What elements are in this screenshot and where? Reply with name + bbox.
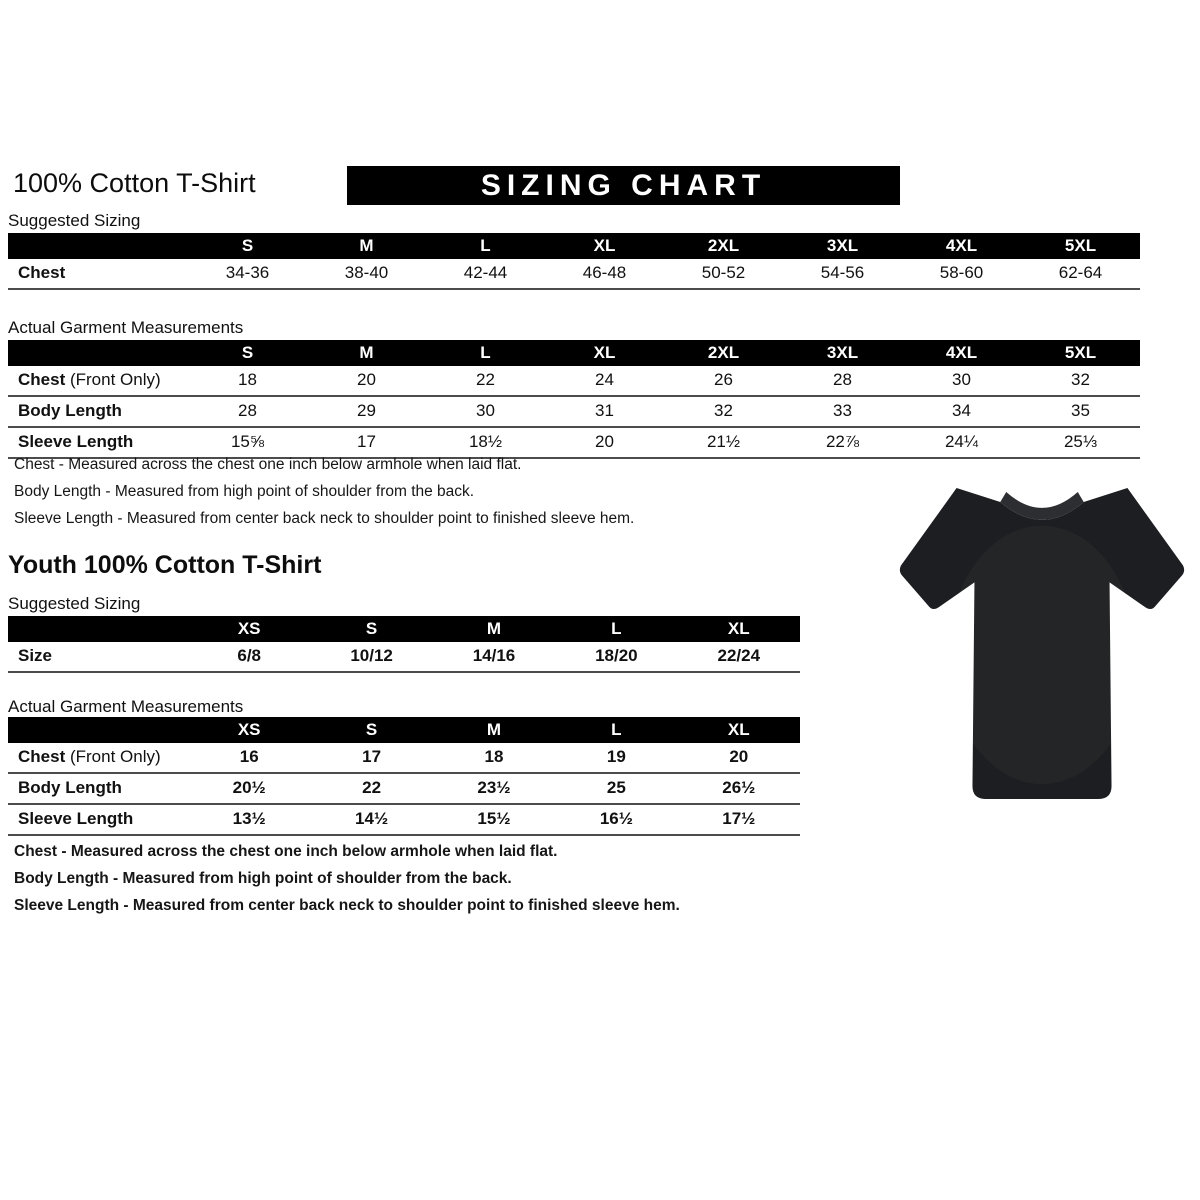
row-label-text: Sleeve Length (18, 432, 134, 451)
measurement-value-cell: 35 (1021, 396, 1140, 427)
row-label-cell (8, 259, 188, 289)
measurement-row (8, 743, 800, 773)
measurement-value-cell: 25⅓ (1021, 427, 1140, 458)
measurement-value-cell: 18½ (426, 427, 545, 458)
adult-suggested-sizing-table (8, 233, 1140, 290)
measurement-value-cell: 17 (307, 427, 426, 458)
measurement-value-cell: 32 (664, 396, 783, 427)
measurement-value-cell: 20½ (188, 773, 310, 804)
measurement-value-cell: 20 (545, 427, 664, 458)
size-header-cell: S (188, 233, 307, 259)
measurement-value-cell: 22 (310, 773, 432, 804)
measurement-value-cell: 24 (545, 366, 664, 396)
measurement-value-cell: 18 (433, 743, 555, 773)
size-header-cell: M (433, 717, 555, 743)
measurement-value-cell: 28 (188, 396, 307, 427)
youth-suggested-sizing-label: Suggested Sizing (8, 594, 141, 613)
size-header-cell: S (310, 616, 432, 642)
size-header-cell: 2XL (664, 340, 783, 366)
measurement-value-cell: 21½ (664, 427, 783, 458)
measurement-row (8, 259, 1140, 289)
row-label-text: Chest (18, 370, 66, 389)
youth-garment-measurements-label: Actual Garment Measurements (8, 697, 244, 716)
measurement-value-cell: 38-40 (307, 259, 426, 289)
size-header-cell: XS (188, 616, 310, 642)
note-chest: Chest - Measured across the chest one inch below armhole when laid flat. (14, 843, 558, 860)
measurement-row (8, 427, 1140, 458)
measurement-value-cell: 54-56 (783, 259, 902, 289)
measurement-value-cell: 46-48 (545, 259, 664, 289)
row-label-cell (8, 804, 188, 835)
row-label-cell (8, 743, 188, 773)
measurement-value-cell: 25 (555, 773, 677, 804)
youth-suggested-sizing-table (8, 616, 800, 673)
measurement-value-cell: 13½ (188, 804, 310, 835)
measurement-value-cell: 18/20 (555, 642, 677, 672)
header-spacer-cell (8, 233, 188, 259)
youth-garment-measurements-table (8, 717, 800, 836)
size-header-cell: 2XL (664, 233, 783, 259)
size-header-cell: 3XL (783, 233, 902, 259)
measurement-value-cell: 20 (678, 743, 800, 773)
size-header-row (8, 717, 800, 743)
adult-measurement-notes (14, 456, 634, 537)
measurement-value-cell: 34 (902, 396, 1021, 427)
size-header-cell: S (188, 340, 307, 366)
size-header-cell: XL (545, 233, 664, 259)
black-tshirt-graphic (893, 470, 1191, 820)
row-label-cell (8, 396, 188, 427)
measurement-value-cell: 26½ (678, 773, 800, 804)
size-header-cell: 4XL (902, 233, 1021, 259)
measurement-row (8, 773, 800, 804)
measurement-value-cell: 6/8 (188, 642, 310, 672)
row-label-suffix: (Front Only) (65, 747, 161, 766)
size-header-cell: L (426, 340, 545, 366)
size-header-cell: M (307, 340, 426, 366)
measurement-value-cell: 28 (783, 366, 902, 396)
size-header-row (8, 616, 800, 642)
measurement-value-cell: 16½ (555, 804, 677, 835)
measurement-value-cell: 50-52 (664, 259, 783, 289)
measurement-value-cell: 17 (310, 743, 432, 773)
youth-measurement-notes (14, 843, 680, 924)
measurement-value-cell: 30 (426, 396, 545, 427)
measurement-row (8, 804, 800, 835)
tshirt-product-photo (893, 470, 1191, 820)
size-header-row (8, 340, 1140, 366)
adult-garment-measurements-table (8, 340, 1140, 459)
measurement-value-cell: 15⅝ (188, 427, 307, 458)
measurement-value-cell: 22⅞ (783, 427, 902, 458)
measurement-value-cell: 30 (902, 366, 1021, 396)
row-label-text: Sleeve Length (18, 809, 134, 828)
measurement-value-cell: 23½ (433, 773, 555, 804)
note-sleeve-length: Sleeve Length - Measured from center back neck to shoulder point to finished sleeve hem. (14, 897, 680, 914)
measurement-value-cell: 34-36 (188, 259, 307, 289)
row-label-text: Chest (18, 263, 66, 282)
note-body-length: Body Length - Measured from high point of shoulder from the back. (14, 870, 512, 887)
measurement-value-cell: 22 (426, 366, 545, 396)
size-header-cell: L (555, 717, 677, 743)
sizing-chart-banner (347, 166, 900, 205)
row-label-text: Size (18, 646, 53, 665)
note-body-length: Body Length - Measured from high point of shoulder from the back. (14, 483, 475, 500)
size-header-cell: S (310, 717, 432, 743)
size-header-cell: M (433, 616, 555, 642)
size-header-cell: M (307, 233, 426, 259)
measurement-value-cell: 10/12 (310, 642, 432, 672)
youth-section-title: Youth 100% Cotton T-Shirt (8, 551, 322, 579)
row-label-cell (8, 427, 188, 458)
measurement-value-cell: 15½ (433, 804, 555, 835)
measurement-value-cell: 19 (555, 743, 677, 773)
measurement-value-cell: 14½ (310, 804, 432, 835)
tshirt-highlight (948, 526, 1137, 784)
note-chest: Chest - Measured across the chest one inch below armhole when laid flat. (14, 456, 522, 473)
header-spacer-cell (8, 340, 188, 366)
banner-text: SIZING CHART (480, 168, 767, 202)
row-label-text: Chest (18, 747, 66, 766)
size-header-row (8, 233, 1140, 259)
measurement-value-cell: 22/24 (678, 642, 800, 672)
measurement-value-cell: 29 (307, 396, 426, 427)
size-header-cell: 3XL (783, 340, 902, 366)
size-header-cell: XL (545, 340, 664, 366)
measurement-value-cell: 32 (1021, 366, 1140, 396)
adult-garment-measurements-label: Actual Garment Measurements (8, 318, 244, 337)
measurement-value-cell: 33 (783, 396, 902, 427)
measurement-value-cell: 62-64 (1021, 259, 1140, 289)
measurement-row (8, 642, 800, 672)
row-label-cell (8, 366, 188, 396)
measurement-value-cell: 58-60 (902, 259, 1021, 289)
measurement-row (8, 366, 1140, 396)
measurement-value-cell: 31 (545, 396, 664, 427)
size-header-cell: L (555, 616, 677, 642)
measurement-value-cell: 26 (664, 366, 783, 396)
row-label-text: Body Length (18, 401, 122, 420)
row-label-cell (8, 773, 188, 804)
measurement-value-cell: 42-44 (426, 259, 545, 289)
size-header-cell: XL (678, 616, 800, 642)
size-header-cell: XL (678, 717, 800, 743)
measurement-value-cell: 14/16 (433, 642, 555, 672)
row-label-text: Body Length (18, 778, 122, 797)
note-sleeve-length: Sleeve Length - Measured from center back neck to shoulder point to finished sleeve hem. (14, 510, 635, 527)
measurement-row (8, 396, 1140, 427)
header-spacer-cell (8, 616, 188, 642)
measurement-value-cell: 20 (307, 366, 426, 396)
measurement-value-cell: 24¼ (902, 427, 1021, 458)
size-header-cell: 5XL (1021, 340, 1140, 366)
size-header-cell: L (426, 233, 545, 259)
row-label-suffix: (Front Only) (65, 370, 161, 389)
size-header-cell: 5XL (1021, 233, 1140, 259)
size-header-cell: XS (188, 717, 310, 743)
size-header-cell: 4XL (902, 340, 1021, 366)
measurement-value-cell: 18 (188, 366, 307, 396)
row-label-cell (8, 642, 188, 672)
header-spacer-cell (8, 717, 188, 743)
page-title: 100% Cotton T-Shirt (13, 168, 256, 198)
adult-suggested-sizing-label: Suggested Sizing (8, 211, 141, 230)
measurement-value-cell: 16 (188, 743, 310, 773)
measurement-value-cell: 17½ (678, 804, 800, 835)
